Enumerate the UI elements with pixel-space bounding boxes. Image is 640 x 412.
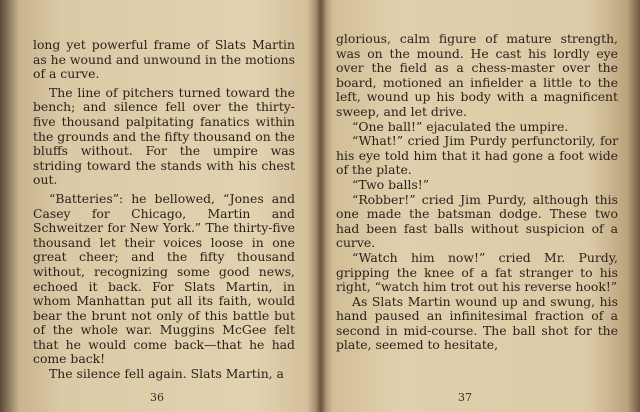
- right-paragraph: “Robber!” cried Jim Purdy, although this one made the batsman dodge. These two had been fast balls without suspicion of a curve.: [336, 191, 618, 251]
- left-paragraph: “Batteries”: he bellowed, “Jones and Casey for Chicago, Martin and Schweitzer for New York.” The thirty-five thousand let their voices loose in one great cheer; and the fifty thousand without, recognizing some good news, echoed it back. For Slats Martin, in whom Manhattan put all its faith, would bear the brunt not only of this battle but of the whole war. Muggins McGee felt that he would come back—that he had come back!: [33, 190, 295, 367]
- right-page: [326, 0, 640, 412]
- left-paragraph: The line of pitchers turned toward the bench; and silence fell over the thirty-five thousand palpitating fanatics within the grounds and the fifty thousand on the bluffs without. For the umpire was striding toward the stands with his chest out.: [33, 84, 295, 188]
- right-paragraph: “One ball!” ejaculated the umpire.: [352, 118, 569, 134]
- book-gutter: [316, 0, 326, 412]
- left-paragraph: long yet powerful frame of Slats Martin as he wound and unwound in the motions of a curve.: [33, 37, 295, 82]
- page-number: 36: [150, 391, 164, 404]
- left-page-text: [33, 38, 295, 382]
- right-paragraph: “What!” cried Jim Purdy perfunctorily, for his eye told him that it had gone a foot wide of the plate.: [336, 133, 618, 178]
- left-page: [0, 0, 316, 412]
- right-paragraph: “Watch him now!” cried Mr. Purdy, gripping the knee of a fat stranger to his right, “watch him trot out his reverse hook!”: [336, 249, 618, 295]
- right-paragraph: “Two balls!”: [352, 176, 430, 192]
- right-page-text: [336, 32, 618, 353]
- right-paragraph: As Slats Martin wound up and swung, his hand paused an infinitesimal fraction of a second in mid-course. The ball shot for the plate, seemed to hesitate,: [336, 293, 618, 353]
- page-number: 37: [458, 391, 472, 404]
- left-paragraph: The silence fell again. Slats Martin, a: [49, 366, 284, 382]
- right-paragraph: glorious, calm figure of mature strength, was on the mound. He cast his lordly eye over the field as a chess-master over the board, motioned an infielder a little to the left, wound up his body with a magnificent sweep, and let drive.: [336, 31, 618, 119]
